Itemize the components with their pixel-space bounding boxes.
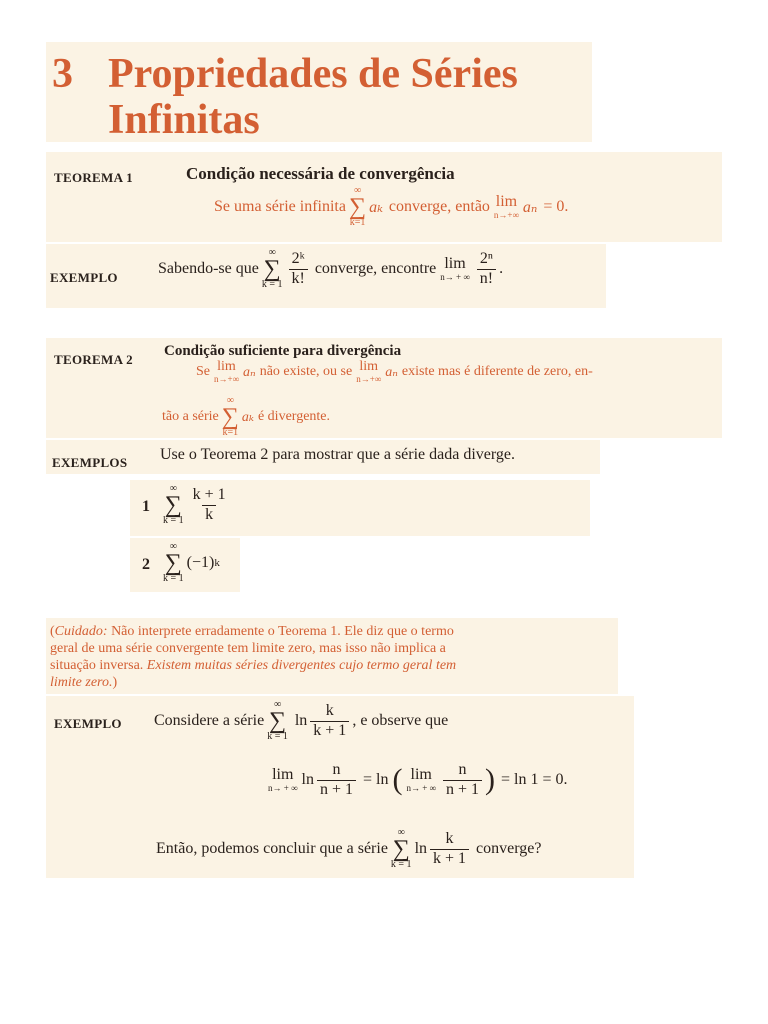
limit-operator: lim n→ + ∞ <box>268 766 298 793</box>
example3-text-pre: Considere a série <box>154 712 265 729</box>
ln: ln <box>294 712 308 729</box>
sum-symbol: ∞ ∑ k=1 <box>348 185 367 228</box>
theorem1-statement-pre: Se uma série infinita <box>214 198 346 215</box>
sum-symbol: ∞ ∑ k = 1 <box>267 699 288 742</box>
example1-statement <box>158 248 503 290</box>
example3-question-pre: Então, podemos concluir que a série <box>156 840 388 857</box>
theorem2-line2-pre: tão a série <box>162 409 219 424</box>
caution-line4-end: ) <box>112 675 118 690</box>
example3-label: EXEMPLO <box>54 716 122 731</box>
caution-lead: Cuidado: <box>54 624 108 639</box>
example1-label: EXEMPLO <box>50 270 118 285</box>
theorem1-heading: Condição necessária de convergência <box>186 164 455 183</box>
example3-question <box>156 828 542 870</box>
caution-line3-pre: situação inversa. <box>50 658 144 673</box>
theorem2-line1-pre: Se <box>196 364 210 380</box>
item1-number: 1 <box>142 498 151 515</box>
sum-symbol: ∞ ∑ k = 1 <box>163 483 184 526</box>
example3-text-end: , e observe que <box>352 712 449 729</box>
caution-line4 <box>50 675 117 691</box>
fraction: $\frac{n}{n + 1}$ <box>443 762 482 799</box>
limit-operator: lim n→+∞ <box>356 359 382 384</box>
fraction: $\frac{\text{2ⁿ}}{n!}$ <box>477 251 496 288</box>
term-a-n: aₙ <box>243 364 256 380</box>
item2-series <box>160 542 220 584</box>
equals-ln: = ln <box>362 771 389 789</box>
caution-line2: geral de uma série convergente tem limite zero, mas isso não implica a <box>50 641 446 656</box>
theorem2-line1 <box>196 360 593 384</box>
example1-text-pre: Sabendo-se que <box>158 260 259 277</box>
left-paren: ( <box>392 763 403 797</box>
caution-line4-italic: limite zero. <box>50 675 113 690</box>
fraction: $\frac{k}{k + 1}$ <box>310 703 349 740</box>
theorem1-statement-mid: converge, então <box>388 198 490 215</box>
theorem2-line2 <box>162 396 330 438</box>
section-title-line2: Infinitas <box>108 97 260 143</box>
example3-statement <box>154 700 448 742</box>
sum-symbol: ∞ ∑ k = 1 <box>261 247 283 290</box>
limit-operator: lim n→ + ∞ <box>406 766 436 793</box>
term-a-n: aₙ <box>385 364 398 380</box>
caution-line3-italic: Existem muitas séries divergentes cujo termo geral tem <box>146 658 457 673</box>
example3-limit-equation <box>264 762 567 799</box>
fraction: $\frac{k + 1}{k}$ <box>192 485 226 523</box>
term-a-k: aₖ <box>241 409 254 425</box>
sum-symbol: ∞ ∑ k = 1 <box>163 541 184 584</box>
period: . <box>499 260 504 277</box>
right-paren: ) <box>484 763 495 797</box>
caution-line3 <box>50 658 456 674</box>
limit-operator: lim n→+∞ <box>493 192 519 220</box>
theorem2-line1-end: existe mas é diferente de zero, en- <box>401 364 593 380</box>
example3-question-end: converge? <box>476 840 542 857</box>
theorem1-label: TEOREMA 1 <box>54 170 133 185</box>
caution-line1-rest: Não interprete erradamente o Teorema 1. Ele diz que o termo <box>111 624 454 639</box>
term-a-n: aₙ <box>522 199 538 216</box>
example1-text-mid: converge, encontre <box>314 260 437 277</box>
equals-ln-one: = ln 1 = 0. <box>500 771 568 789</box>
limit-operator: lim n→+∞ <box>214 359 239 384</box>
fraction: $\frac{k}{k + 1}$ <box>430 831 469 868</box>
fraction: $\frac{n}{n + 1}$ <box>317 762 356 799</box>
theorem1-statement-end: = 0. <box>543 198 569 215</box>
theorem2-line2-end: é divergente. <box>257 409 331 424</box>
caution-paren-open: ( <box>50 624 55 639</box>
sum-symbol: ∞ ∑ k = 1 <box>390 827 412 870</box>
sum-symbol: ∞ ∑ k=1 <box>221 395 239 438</box>
theorem2-heading: Condição suficiente para divergência <box>164 343 402 359</box>
fraction: $\frac{\text{2ᵏ}}{k!}$ <box>289 251 308 288</box>
limit-operator: lim n→ + ∞ <box>440 254 470 282</box>
theorem2-line1-mid: não existe, ou se <box>259 364 353 380</box>
exponent-k: k <box>214 557 220 569</box>
item2-number: 2 <box>142 556 151 573</box>
theorem2-label: TEOREMA 2 <box>54 352 133 367</box>
section-title-line1: Propriedades de Séries <box>108 51 518 97</box>
neg-one: (−1) <box>186 554 215 571</box>
examples2-label: EXEMPLOS <box>52 455 128 470</box>
ln: ln <box>414 840 428 857</box>
caution-line1 <box>50 624 454 640</box>
examples2-text: Use o Teorema 2 para mostrar que a série dada diverge. <box>160 446 516 463</box>
item1-series <box>160 484 232 526</box>
term-a-k: aₖ <box>369 199 383 216</box>
theorem1-statement <box>214 186 568 228</box>
ln: ln <box>301 771 314 789</box>
section-number: 3 <box>52 51 73 97</box>
